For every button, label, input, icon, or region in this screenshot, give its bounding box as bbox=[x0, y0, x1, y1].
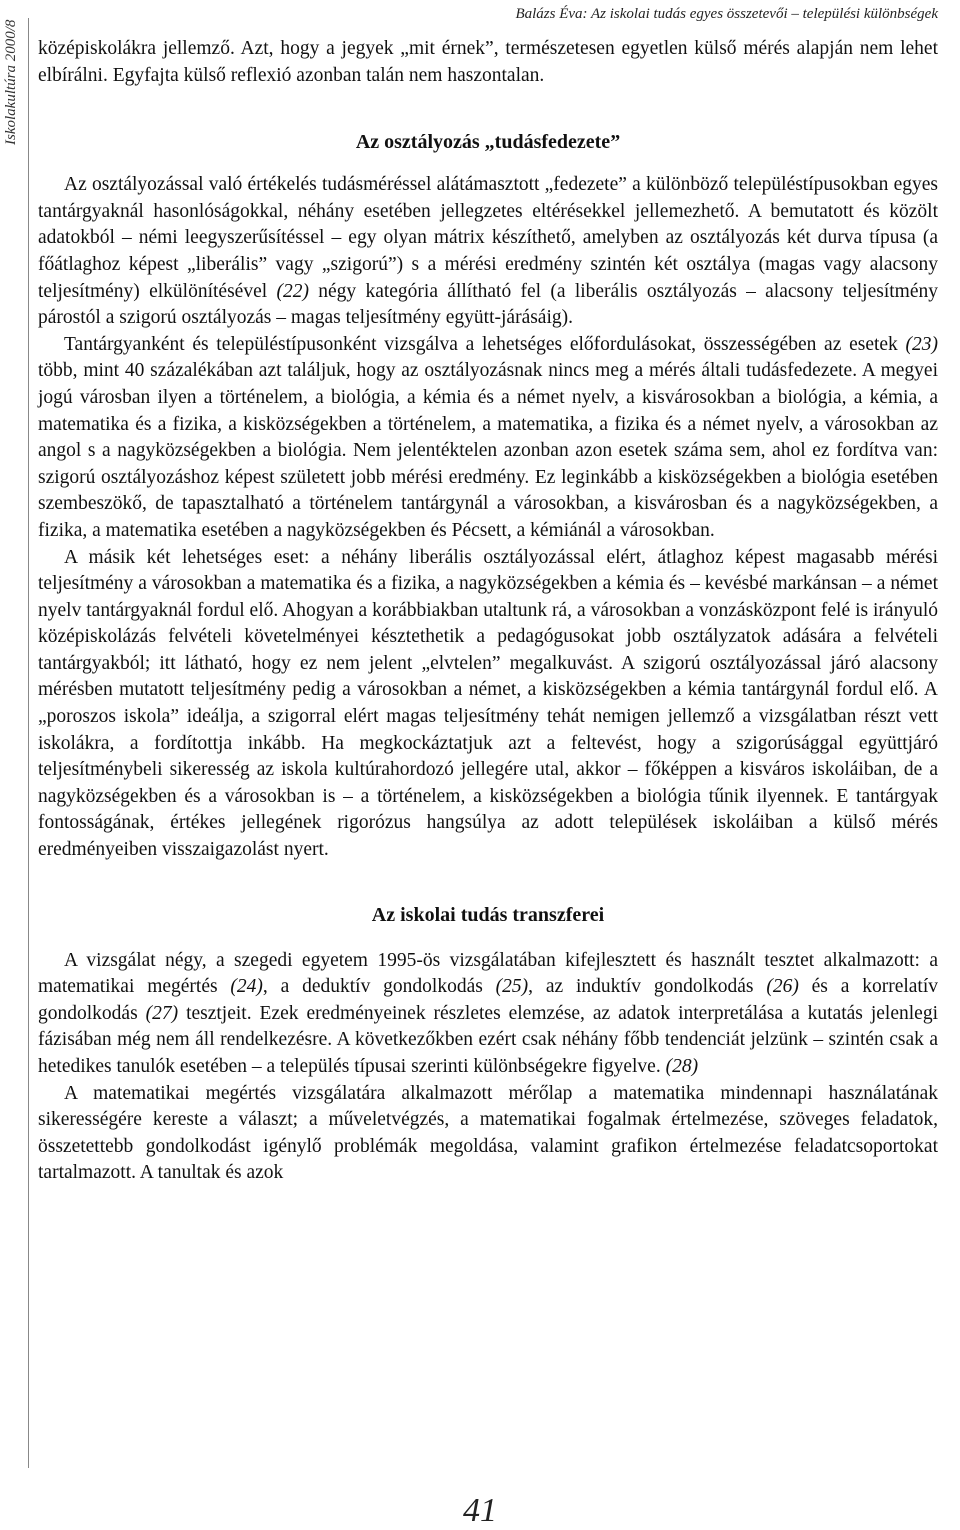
reference-marker: (23) bbox=[905, 333, 938, 355]
article-body bbox=[38, 36, 938, 1187]
section-heading-grading: Az osztályozás „tudásfedezete” bbox=[355, 131, 621, 154]
reference-marker: (28) bbox=[665, 1056, 699, 1077]
reference-marker: (24) bbox=[230, 976, 263, 998]
reference-marker: (27) bbox=[145, 1002, 179, 1024]
page-number: 41 bbox=[463, 1492, 497, 1529]
margin-rule bbox=[28, 18, 29, 1468]
running-head: Balázs Éva: Az iskolai tudás egyes összetevői – települési különbségek bbox=[515, 6, 938, 22]
paragraph: Az osztályozással való értékelés tudásméréssel alátámasztott „fedezete” a különböző településtípusokban egyes tantárgyaknál hasonlóságokkal, néhány esetében jellegzetes eltérésekkel jellemezhető. A bemutatott és közölt adatokból – némi leegyszerűsítéssel – egy olyan mátrix készíthető, amelyben az osztályozás két durva típusa (a főátlaghoz képest „liberális” vagy „szigorú”) s a mérési eredmény szintén két osztálya (magas vagy alacsony teljesítmény) elkülönítésével (22) négy kategória állítható fel (a liberális osztályozás – alacsony teljesítmény párostól a szigorú osztályozás – magas teljesítmény együtt-járásáig). bbox=[38, 174, 938, 329]
paragraph: A másik két lehetséges eset: a néhány liberális osztályozással elért, átlaghoz képest magasabb mérési teljesítmény a városokban a matematika és a fizika, a nagyközségekben a kémia és – kevésbé markánsan – a német nyelv tantárgyaknál fordul elő. Ahogyan a korábbiakban utaltunk rá, a városokban a vonzásközpont felé is irányuló középiskolázás felvételi követelményei késztethetik a pedagógusokat jobb osztályzatok adására a felvételi tantárgyakból; itt látható, hogy ez nem jelent „elvtelen” megalkuvást. A szigorú osztályozással járó alacsony mérésben mutatott teljesítmény pedig a városokban a német, a kisközségekben a kémia tantárgynál fordul elő. A „poroszos iskola” ideálja, a szigorral elért magas teljesítmény tehát nemigen jellemző a vizsgálatban részt vett iskolákra, a fordítottja inkább. Ha megkockáztatjuk azt a feltevést, hogy a szigorúsággal együttjáró teljesítménybeli sikeresség az iskola kultúrahordozó jellegére utal, akkor – főképpen a kisváros iskoláiban, de a nagyközségekben és a városokban is – a történelem, a kisközségekben a biológia tűnik ilyennek. E tantárgyak fontosságának, értékes jellegének rigorózus hangsúlya az adott települések iskoláiban a külső mérés eredményeiben visszaigazolást nyert. bbox=[38, 546, 938, 861]
paragraph: A matematikai megértés vizsgálatára alkalmazott mérőlap a matematika mindennapi használatának sikerességére kereste a választ; a műveletvégzés, a matematikai fogalmak értelmezése, szöveges feladatok, összetettebb gondolkodást igénylő problémák megoldása, valamint grafikon értelmezése feladatcsoportokat tartalmazott. A tanultak és azok bbox=[38, 1082, 938, 1184]
journal-side-label: Iskolakultúra 2000/8 bbox=[3, 20, 19, 146]
paragraph-continued: középiskolákra jellemző. Azt, hogy a jegyek „mit érnek”, természetesen egyetlen külső mérés alapján nem lehet elbírálni. Egyfajta külső reflexió azonban talán nem haszontalan. bbox=[38, 38, 938, 86]
paragraph: A vizsgálat négy, a szegedi egyetem 1995-ös vizsgálatában kifejlesztett és használt tesztet alkalmazott: a matematikai megértés (24), a deduktív gondolkodás (25), az induktív gondolkodás (26) és a korrelatív gondolkodás (27) tesztjeit. Ezek eredményeinek részletes elemzése, az adatok interpretálása a kutatás jelenlegi fázisában még nem áll rendelkezésre. A következőkben ezért csak néhány főbb tendenciát jelzünk – szintén csak a hetedikes tanulók esetében – a település típusai szerinti különbségekre figyelve. (28) bbox=[38, 949, 939, 1077]
section-heading-transfers: Az iskolai tudás transzferei bbox=[371, 903, 605, 926]
reference-marker: (26) bbox=[766, 976, 799, 998]
reference-marker: (22) bbox=[276, 280, 309, 302]
paragraph: Tantárgyanként és településtípusonként vizsgálva a lehetséges előfordulásokat, összességében az esetek (23) több, mint 40 százalékában azt találjuk, hogy az osztályozásnak nincs meg a mérés általi tudásfedezete. A megyei jogú városban ilyen a történelem, a biológia, a kémia és a német nyelv, a kisvárosokban a biológia, a kémia, a matematika és a fizika, a kisközségekben a történelem, a matematika, a fizika és a német nyelv, a városokban az angol s a nagyközségekben a biológia. Nem jelentéktelen azonban azon esetek száma sem, ahol ez fordítva van: szigorú osztályozáshoz képest született jobb mérési eredmény. Ez leginkább a kisközségekben a biológia esetében szembeszökő, de tapasztalható a történelem tantárgynál a városokban, a kisvárosban és a nagyközségekben, a fizika, a matematika esetében a nagyközségekben és Pécsett, a kémiánál a városokban. bbox=[38, 333, 938, 541]
reference-marker: (25) bbox=[495, 976, 529, 998]
